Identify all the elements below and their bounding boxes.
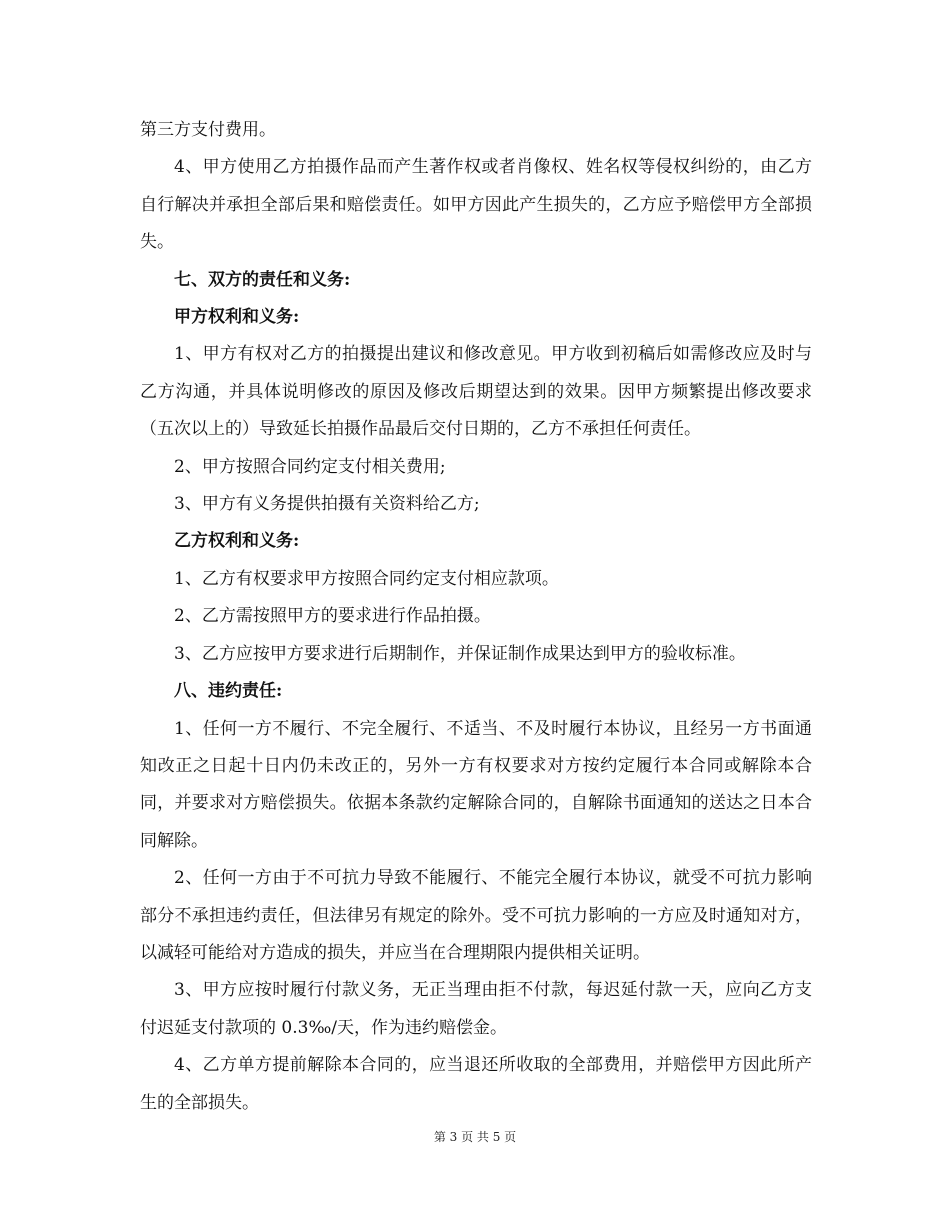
section-8-heading: 八、违约责任: xyxy=(174,681,283,702)
breach-clause-1: 1、任何一方不履行、不完全履行、不适当、不及时履行本协议，且经另一方书面通知改正之日起十日内仍未改正的，另外一方有权要求对方按约定履行本合同或解除本合同，并要求对方赔偿损失。依据本条款约定解除合同的，自解除书面通知的送达之日本合同解除。 xyxy=(140,718,812,851)
contract-body xyxy=(140,112,812,1122)
breach-clause-3: 3、甲方应按时履行付款义务，无正当理由拒不付款，每迟延付款一天，应向乙方支付迟延支付款项的 0.3‰/天，作为违约赔偿金。 xyxy=(140,980,812,1038)
paragraph-continuation: 第三方支付费用。 xyxy=(140,120,276,140)
party-b-subheading: 乙方权利和义务: xyxy=(174,531,300,552)
clause-4-infringement: 4、甲方使用乙方拍摄作品而产生著作权或者肖像权、姓名权等侵权纠纷的，由乙方自行解决并承担全部后果和赔偿责任。如甲方因此产生损失的，乙方应予赔偿甲方全部损失。 xyxy=(140,157,812,253)
breach-clause-2: 2、任何一方由于不可抗力导致不能履行、不能完全履行本协议，就受不可抗力影响部分不承担违约责任，但法律另有规定的除外。受不可抗力影响的一方应及时通知对方，以减轻可能给对方造成的损失，并应当在合理期限内提供相关证明。 xyxy=(140,868,812,963)
party-a-subheading: 甲方权利和义务: xyxy=(174,307,300,328)
party-b-clause-3: 3、乙方应按甲方要求进行后期制作，并保证制作成果达到甲方的验收标准。 xyxy=(174,643,746,664)
breach-clause-4: 4、乙方单方提前解除本合同的，应当退还所收取的全部费用，并赔偿甲方因此所产生的全部损失。 xyxy=(140,1055,812,1113)
section-7-heading: 七、双方的责任和义务: xyxy=(174,269,351,290)
party-b-clause-1: 1、乙方有权要求甲方按照合同约定支付相应款项。 xyxy=(174,568,559,589)
party-b-clause-2: 2、乙方需按照甲方的要求进行作品拍摄。 xyxy=(174,606,491,627)
party-a-clause-2: 2、甲方按照合同约定支付相关费用; xyxy=(174,456,446,477)
page-number-footer: 第 3 页 共 5 页 xyxy=(433,1130,517,1144)
party-a-clause-1: 1、甲方有权对乙方的拍摄提出建议和修改意见。甲方收到初稿后如需修改应及时与乙方沟通，并具体说明修改的原因及修改后期望达到的效果。因甲方频繁提出修改要求（五次以上的）导致延长拍摄作品最后交付日期的，乙方不承担任何责任。 xyxy=(140,344,812,440)
party-a-clause-3: 3、甲方有义务提供拍摄有关资料给乙方; xyxy=(174,494,480,515)
